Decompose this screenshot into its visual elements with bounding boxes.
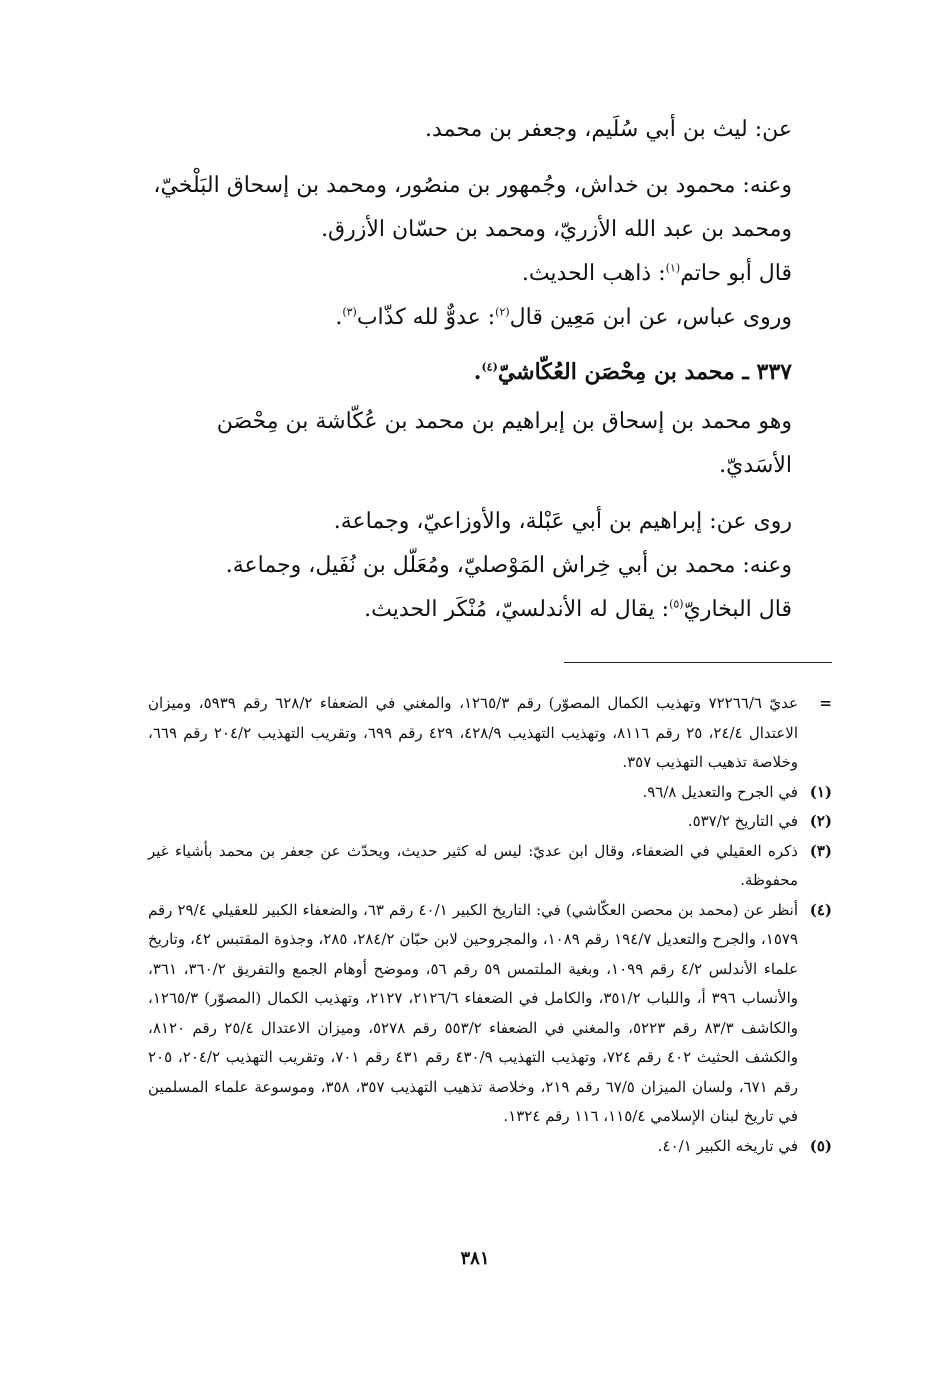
footnote-text: في الجرح والتعديل ٩٦/٨. [642,782,798,801]
entry-heading [148,350,832,394]
bukhari-text: قال البخاريّ [683,597,792,622]
main-text [148,108,832,632]
footnote-ref-4: (٤) [481,360,498,374]
abu-hatim-text: قال أبو حاتم [680,261,792,286]
abbas-end: . [335,305,343,330]
entry-title-end: . [473,359,482,385]
footnote-5 [148,1132,832,1162]
abu-hatim-verdict: : ذاهب الحديث. [521,261,666,286]
footnote-4 [148,896,832,1132]
footnote-number: (٥) [809,1136,832,1155]
bukhari-verdict: : يقال له الأندلسيّ، مُنْكَر الحديث. [364,597,670,622]
footnote-continued-text: عديّ ٧٢٢٦٦/٦ وتهذيب الكمال المصوّر) رقم ١٢٦٥/٣، والمغني في الضعفاء ٦٢٨/٢ رقم ٥٩٣٩، وميزان الاعتدال ٢٤/٤، ٢٥ رقم ٨١١٦، وتهذيب التهذيب ٤٢٨/٩، ٤٢٩ رقم ٦٩٩، وتقريب التهذيب ٢٠٤/٢ رقم ٦٦٩، وخلاصة تذهيب التهذيب ٣٥٧. [148,694,799,771]
page-number: ٣٨١ [460,1248,490,1269]
abu-hatim-line [148,252,832,296]
page-body [148,108,832,1161]
footnote-text: في تاريخه الكبير ٤٠/١. [657,1136,798,1155]
footnote-continued-mark: = [819,694,832,712]
footnote-continued [148,689,832,778]
abbas-text: وروى عباس، عن ابن مَعِين قال [509,305,792,330]
entry-title: ٣٣٧ ـ محمد بن مِحْصَن العُكّاشيّ [497,359,792,385]
footnote-ref-1: (١) [665,261,681,275]
footnote-ref-3: (٣) [342,305,357,319]
students-paragraph: وعنه: محمود بن خداش، وجُمهور بن منصُور، ومحمد بن إسحاق البَلْخيّ، ومحمد بن عبد الله الأزريّ، ومحمد بن حسّان الأزرق. [153,173,792,242]
footnote-number: (٣) [809,841,832,860]
footnote-ref-2: (٢) [495,305,510,319]
footnotes [148,689,832,1161]
lineage-paragraph: وهو محمد بن إسحاق بن إبراهيم بن محمد بن عُكّاشة بن مِحْصَن الأسَديّ. [216,409,792,478]
narrators-from-line: عن: ليث بن أبي سُلَيم، وجعفر بن محمد. [425,117,792,142]
footnote-2 [148,807,832,837]
footnote-text: في التاريخ ٥٣٧/٢. [687,812,798,830]
abbas-line [148,296,832,340]
narrated-by-line: وعنه: محمد بن أبي خِراش المَوْصليّ، ومُعَلّل بن نُفَيل، وجماعة. [225,553,792,578]
footnote-text: أنظر عن (محمد بن محصن العكّاشي) في: التاريخ الكبير ٤٠/١ رقم ٦٣، والضعفاء الكبير للعقيلي ٢٩/٤ رقم ١٥٧٩، والجرح والتعديل ١٩٤/٧ رقم ١٠٨٩، والمجروحين لابن حبّان ٢٨٤/٢، ٢٨٥، وجذوة المقتبس ٤٢، وتاريخ علماء الأندلس ٤/٢ رقم ١٠٩٩، وبغية الملتمس ٥٩ رقم ٥٦، وموضح أوهام الجمع والتفريق ٣٦٠/٢، ٣٦١، والأنساب ٣٩٦ أ، واللباب ٣٥١/٢، والكامل في الضعفاء ٢١٢٦/٦، ٢١٢٧، وتهذيب الكمال (المصوّر) ١٢٦٥/٣، والكاشف ٨٣/٣ رقم ٥٢٢٣، والمغني في الضعفاء ٥٥٣/٢ رقم ٥٢٧٨، وميزان الاعتدال ٢٥/٤ رقم ٨١٢٠، والكشف الحثيث ٤٠٢ رقم ٧٢٤، وتهذيب التهذيب ٤٣٠/٩ رقم ٤٣١ رقم ٧٠١، وتقريب التهذيب ٢٠٤/٢، ٢٠٥ رقم ٦٧١، ولسان الميزان ٦٧/٥ رقم ٢١٩، وخلاصة تذهيب التهذيب ٣٥٧، ٣٥٨، وموسوعة علماء المسلمين في تاريخ لبنان الإسلامي ١١٥/٤، ١١٦ رقم ١٣٢٤. [148,900,799,1125]
abbas-verdict: : عدوٌّ لله كذّاب [356,305,496,330]
footnote-number: (١) [809,782,832,801]
footnote-text: ذكره العقيلي في الضعفاء، وقال ابن عديّ: ليس له كثير حديث، ويحدّث عن جعفر بن محمد بأشياء غير محفوظة. [148,841,798,889]
footnote-ref-5: (٥) [669,597,684,611]
footnote-3 [148,837,832,896]
footnote-number: (٤) [809,900,832,919]
footnote-number: (٢) [809,812,832,830]
bukhari-line [148,588,832,632]
footnote-1 [148,778,832,808]
footnote-separator [564,662,832,663]
narrated-from-line: روى عن: إبراهيم بن أبي عَبْلة، والأوزاعيّ، وجماعة. [333,509,792,534]
